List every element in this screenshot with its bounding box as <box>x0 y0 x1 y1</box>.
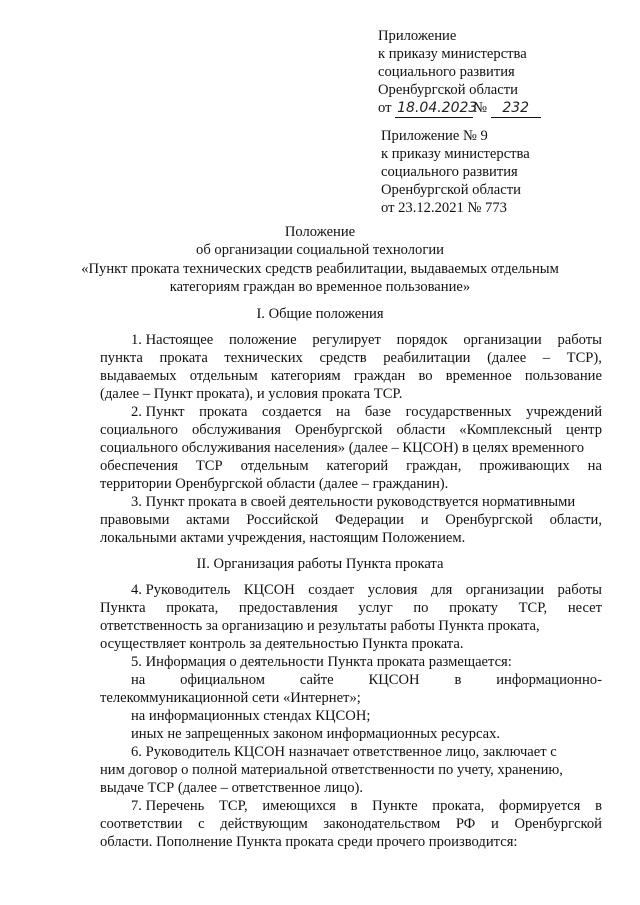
attachment-line: Оренбургской области <box>381 182 521 198</box>
text-line: пункта проката технических средств реабилитации (далее – ТСР), <box>100 350 602 366</box>
text-line: соответствии с действующим законодательством РФ и Оренбургской <box>100 816 602 832</box>
text-line: осуществляет контроль за деятельностью Пункта проката. <box>100 636 464 652</box>
text-line: 4. Руководитель КЦСОН создает условия для организации работы <box>131 582 602 598</box>
section-heading: II. Организация работы Пункта проката <box>196 556 444 572</box>
text-line: 7. Перечень ТСР, имеющихся в Пункте проката, формируется в <box>131 798 602 814</box>
attachment-line: Оренбургской области <box>378 82 518 98</box>
text-line: социального обслуживания населения» (далее – КЦСОН) в целях временного <box>100 440 585 456</box>
attachment-line: Приложение <box>378 28 457 44</box>
title-line: об организации социальной технологии <box>196 242 444 258</box>
title-line: «Пункт проката технических средств реабилитации, выдаваемых отдельным <box>81 261 559 277</box>
attachment-line: к приказу министерства <box>381 146 530 162</box>
text-line: 1. Настоящее положение регулирует порядок организации работы <box>131 332 602 348</box>
text-line: области. Пополнение Пункта проката среди прочего производится: <box>100 834 518 850</box>
handwritten-date: 18.04.2023 <box>397 100 478 116</box>
text-line: обеспечения ТСР отдельным категорий граждан, проживающих на <box>100 458 602 474</box>
attachment-line: Приложение № 9 <box>381 128 488 144</box>
text-line: 6. Руководитель КЦСОН назначает ответственное лицо, заключает с <box>131 744 557 760</box>
handwritten-number: 232 <box>491 99 541 118</box>
text-line: иных не запрещенных законом информационных ресурсах. <box>131 726 501 742</box>
attachment-date-line <box>378 99 541 118</box>
attachment-line: к приказу министерства <box>378 46 527 62</box>
text-line: территории Оренбургской области (далее – гражданин). <box>100 476 449 492</box>
text-line: выдаче ТСР (далее – ответственное лицо). <box>100 780 364 796</box>
text-line: локальными актами учреждения, настоящим Положением. <box>100 530 466 546</box>
title-line: категориям граждан во временное пользование» <box>169 279 471 295</box>
text-line: 5. Информация о деятельности Пункта проката размещается: <box>131 654 512 670</box>
text-line: социального обслуживания Оренбургской области «Комплексный центр <box>100 422 602 438</box>
section-heading: I. Общие положения <box>256 306 384 322</box>
text-line: выдаваемых отдельным категориям граждан во временное пользование <box>100 368 602 384</box>
text-line: (далее – Пункт проката), и условия проката ТСР. <box>100 386 403 402</box>
text-line: Пункта проката, предоставления услуг по прокату ТСР, несет <box>100 600 602 616</box>
text-line: ответственность за организацию и результаты работы Пункта проката, <box>100 618 540 634</box>
ot-label: от <box>378 100 392 116</box>
text-line: правовыми актами Российской Федерации и Оренбургской области, <box>100 512 602 528</box>
text-line: 2. Пункт проката создается на базе государственных учреждений <box>131 404 602 420</box>
text-line: на официальном сайте КЦСОН в информационно- <box>131 672 602 688</box>
number-sign: № <box>473 100 488 116</box>
attachment-line: социального развития <box>381 164 518 180</box>
text-line: телекоммуникационной сети «Интернет»; <box>100 690 361 706</box>
attachment-line: социального развития <box>378 64 515 80</box>
text-line: ним договор о полной материальной ответственности по учету, хранению, <box>100 762 563 778</box>
text-line: на информационных стендах КЦСОН; <box>131 708 371 724</box>
title-line: Положение <box>284 224 356 240</box>
attachment-line: от 23.12.2021 № 773 <box>381 200 507 216</box>
text-line: 3. Пункт проката в своей деятельности руководствуется нормативными <box>131 494 576 510</box>
